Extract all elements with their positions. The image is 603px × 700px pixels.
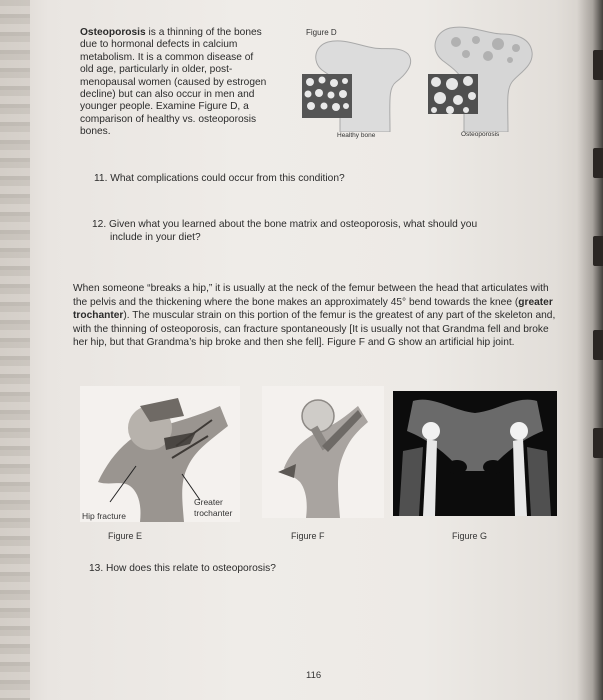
figure-f-image xyxy=(262,386,384,518)
binder-edge xyxy=(0,0,30,700)
question-12-line-2: include in your diet? xyxy=(110,232,201,243)
intro-term: Osteoporosis xyxy=(80,27,146,38)
intro-line: due to hormonal defects in calcium xyxy=(80,39,238,51)
paragraph-part-1: When someone “breaks a hip,” it is usually at the neck of the femur between the head that articulates with the pelvis and the thickening where the bone makes an approximately 45° bend towards the knee ( xyxy=(73,283,549,308)
hip-fracture-label: Hip fracture xyxy=(82,511,126,521)
trochanter-label: trochanter xyxy=(194,508,233,518)
figure-g-xray xyxy=(393,391,557,516)
paragraph-part-2: ). The muscular strain on this portion of the femur is the greatest of any part of the skeleton and, with the thinning of osteoporosis, can fracture spontaneously [It is usually not that Grandma fell and broke her hip, but that Grandma’s hip broke and then she fell]. Figure F and G show an artificial hip joint. xyxy=(73,310,556,349)
healthy-bone-illustration xyxy=(300,36,420,132)
intro-line: younger people. Examine Figure D, a xyxy=(80,101,249,113)
greater-label: Greater xyxy=(194,497,223,507)
intro-text xyxy=(80,27,295,139)
question-13: 13. How does this relate to osteoporosis? xyxy=(89,563,276,574)
osteoporosis-caption: Osteoporosis xyxy=(461,131,500,138)
page-tab xyxy=(593,428,603,458)
hip-fracture-paragraph xyxy=(73,282,563,350)
intro-line: old age, particularly in older, post- xyxy=(80,64,233,76)
figure-f-caption: Figure F xyxy=(291,531,325,541)
intro-line: menopausal women (caused by estrogen xyxy=(80,76,267,88)
intro-line-1: is a thinning of the bones xyxy=(145,27,262,38)
page-tab xyxy=(593,50,603,80)
healthy-bone-caption: Healthy bone xyxy=(337,132,376,139)
page-tab xyxy=(593,330,603,360)
page-tab xyxy=(593,236,603,266)
intro-line: comparison of healthy vs. osteoporosis xyxy=(80,113,257,125)
figure-g-caption: Figure G xyxy=(452,531,488,541)
page-number: 116 xyxy=(306,670,322,681)
paragraph-bold-term: greater trochanter xyxy=(73,296,553,322)
figure-e-caption: Figure E xyxy=(108,531,143,541)
page-tab xyxy=(593,148,603,178)
osteoporosis-bone-illustration xyxy=(426,24,536,132)
question-12-line-1: 12. Given what you learned about the bone matrix and osteoporosis, what should you xyxy=(92,219,478,230)
question-11: 11. What complications could occur from this condition? xyxy=(94,173,345,184)
intro-line: bones. xyxy=(80,126,111,138)
intro-line: decline) but can also occur in men and xyxy=(80,89,255,101)
intro-line: metabolism. It is a common disease of xyxy=(80,51,254,63)
figure-d-label: Figure D xyxy=(306,28,337,37)
